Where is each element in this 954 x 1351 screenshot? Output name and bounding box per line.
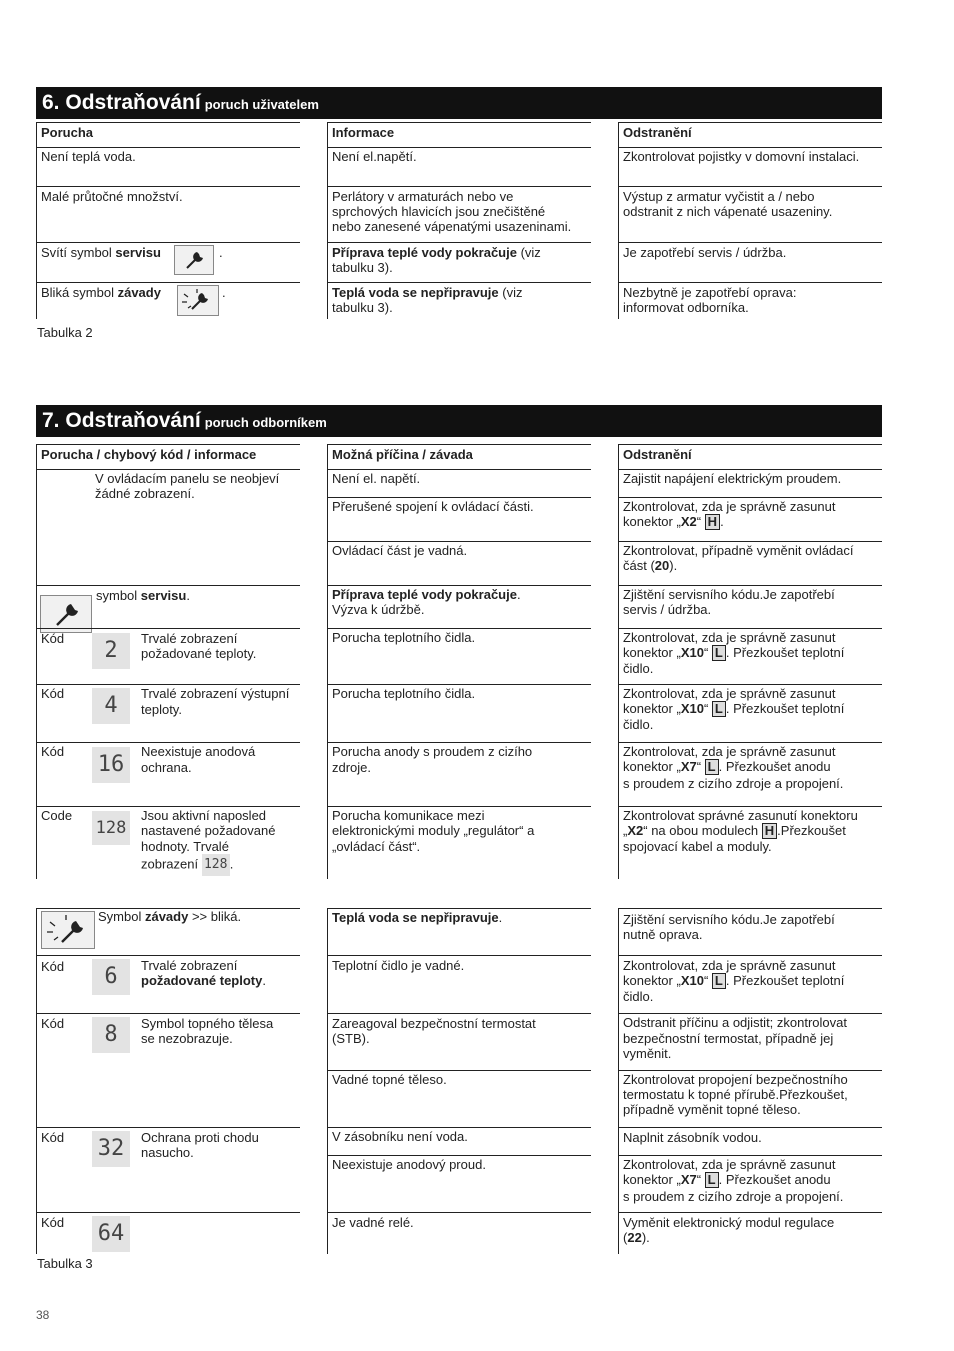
rule bbox=[618, 1212, 882, 1213]
cell-text: Není el. napětí. bbox=[332, 471, 421, 486]
cell-text: nasucho. bbox=[141, 1145, 194, 1160]
cell-text: bezpečnostní termostat, případně jej bbox=[623, 1031, 834, 1046]
rule bbox=[327, 186, 591, 187]
text: . Přezkoušet teplotní bbox=[725, 645, 845, 660]
connector-badge: L bbox=[712, 701, 726, 717]
cell-text: nutně oprava. bbox=[623, 927, 703, 942]
rule bbox=[618, 186, 882, 187]
rule bbox=[327, 684, 591, 685]
rule bbox=[327, 628, 591, 629]
cell-text bbox=[332, 910, 502, 925]
text: “ bbox=[703, 973, 712, 988]
cell-text: odstranit z nich vápenaté usazeniny. bbox=[623, 204, 833, 219]
cell-text: žádné zobrazení. bbox=[95, 486, 195, 501]
cell-text: Teplotní čidlo je vadné. bbox=[332, 958, 465, 973]
rule bbox=[327, 1212, 591, 1213]
code-label: Kód bbox=[41, 1215, 65, 1230]
rule bbox=[618, 1155, 882, 1156]
rule bbox=[618, 242, 882, 243]
cell-text bbox=[623, 1230, 650, 1245]
rule bbox=[618, 444, 619, 879]
rule bbox=[36, 628, 300, 629]
rule bbox=[36, 1013, 300, 1014]
rule bbox=[327, 122, 328, 319]
blinking-wrench-icon bbox=[177, 285, 219, 316]
segment-display: 64 bbox=[92, 1216, 130, 1252]
cell-text: Vyměnit elektronický modul regulace bbox=[623, 1215, 835, 1230]
cell-text: V zásobníku není voda. bbox=[332, 1129, 468, 1144]
section6-banner bbox=[36, 87, 882, 119]
col-header-porucha-kod: Porucha / chybový kód / informace bbox=[41, 447, 257, 462]
text: Svítí symbol bbox=[41, 245, 112, 260]
text: (viz bbox=[498, 285, 523, 300]
cell-text: sprchových hlavicích jsou znečištěné bbox=[332, 204, 546, 219]
cell-text bbox=[41, 245, 161, 260]
cell-text: Naplnit zásobník vodou. bbox=[623, 1130, 762, 1145]
cell-text: Přerušené spojení k ovládací části. bbox=[332, 499, 534, 514]
text: konektor „ bbox=[623, 973, 681, 988]
rule bbox=[36, 282, 300, 283]
rule bbox=[327, 955, 591, 956]
cell-text: informovat odborníka. bbox=[623, 300, 749, 315]
cell-text bbox=[332, 285, 523, 300]
text-bold: servisu bbox=[140, 588, 187, 603]
rule bbox=[618, 908, 619, 1254]
section6-title bbox=[42, 91, 319, 117]
text: . bbox=[262, 973, 266, 988]
text-bold: závady bbox=[144, 909, 189, 924]
text: . bbox=[229, 856, 234, 872]
cell-text: Výstup z armatur vyčistit a / nebo bbox=[623, 189, 815, 204]
rule bbox=[36, 122, 37, 319]
text: “ bbox=[696, 1172, 705, 1187]
rule bbox=[327, 806, 591, 807]
rule bbox=[36, 585, 300, 586]
text-bold: závady bbox=[117, 285, 161, 300]
segment-display: 4 bbox=[92, 688, 130, 724]
rule bbox=[618, 585, 882, 586]
cell-text: Zkontrolovat, zda je správně zasunut bbox=[623, 499, 836, 514]
rule bbox=[36, 469, 300, 470]
cell-text bbox=[96, 588, 190, 603]
cell-text: Ochrana proti chodu bbox=[141, 1130, 259, 1145]
cell-text: případně vyměnit topné těleso. bbox=[623, 1102, 801, 1117]
rule bbox=[36, 684, 300, 685]
text: (viz bbox=[516, 245, 541, 260]
text-bold: X10 bbox=[680, 645, 704, 660]
text-bold: 22 bbox=[627, 1230, 642, 1245]
rule bbox=[327, 122, 591, 123]
rule bbox=[618, 1127, 882, 1128]
code-label: Kód bbox=[41, 1016, 65, 1031]
rule bbox=[618, 497, 882, 498]
code-label: Code bbox=[41, 808, 73, 823]
cell-text: Odstranit příčinu a odjistit; zkontrolovat bbox=[623, 1015, 847, 1030]
section7-title bbox=[42, 409, 327, 435]
text: konektor „ bbox=[623, 1172, 681, 1187]
text-bold: servisu bbox=[115, 245, 161, 260]
connector-badge: H bbox=[705, 514, 720, 530]
text-bold: X7 bbox=[680, 1172, 697, 1187]
rule bbox=[327, 1127, 591, 1128]
cell-text: Trvalé zobrazení výstupní bbox=[141, 686, 290, 701]
text-bold: X2 bbox=[680, 514, 697, 529]
text: “ bbox=[703, 701, 712, 716]
text: konektor „ bbox=[623, 645, 681, 660]
cell-text bbox=[141, 854, 233, 876]
col-header-informace: Informace bbox=[332, 125, 395, 140]
text: . bbox=[720, 514, 724, 529]
cell-text: Nezbytně je zapotřebí oprava: bbox=[623, 285, 797, 300]
cell-text: termostatu k topné přírubě.Přezkoušet, bbox=[623, 1087, 848, 1102]
text-bold: X10 bbox=[680, 973, 704, 988]
text: Symbol bbox=[98, 909, 145, 924]
connector-badge: L bbox=[712, 973, 726, 989]
cell-text bbox=[141, 973, 266, 988]
cell-text: Trvalé zobrazení bbox=[141, 958, 238, 973]
cell-text: „ovládací část“. bbox=[332, 839, 421, 854]
text: ). bbox=[669, 558, 678, 573]
rule bbox=[327, 1155, 591, 1156]
text-bold: 20 bbox=[654, 558, 670, 573]
cell-text bbox=[332, 587, 521, 602]
cell-text bbox=[623, 973, 844, 989]
col-header-pricina: Možná příčina / závada bbox=[332, 447, 473, 462]
cell-text: zdroje. bbox=[332, 760, 372, 775]
page-number: 38 bbox=[36, 1308, 50, 1322]
section7-number: 7. bbox=[42, 409, 60, 432]
segment-display: 128 bbox=[92, 811, 130, 845]
text: . bbox=[222, 285, 226, 300]
cell-text bbox=[623, 558, 677, 573]
cell-text bbox=[98, 909, 241, 924]
cell-text: Zajistit napájení elektrickým proudem. bbox=[623, 471, 842, 486]
section6-number: 6. bbox=[42, 91, 60, 114]
cell-text: elektronickými moduly „regulátor“ a bbox=[332, 823, 535, 838]
segment-display-small: 128 bbox=[202, 854, 230, 876]
rule bbox=[618, 147, 882, 148]
segment-display: 32 bbox=[92, 1131, 130, 1167]
rule bbox=[36, 742, 300, 743]
cell-text: čidlo. bbox=[623, 717, 654, 732]
rule bbox=[36, 147, 300, 148]
col-header-odstraneni: Odstranění bbox=[623, 125, 692, 140]
cell-text: s proudem z cizího zdroje a propojení. bbox=[623, 776, 844, 791]
cell-text: Malé průtočné množství. bbox=[41, 189, 183, 204]
code-label: Kód bbox=[41, 744, 65, 759]
cell-text: Zkontrolovat pojistky v domovní instalaci. bbox=[623, 149, 860, 164]
rule bbox=[36, 444, 300, 445]
rule bbox=[327, 497, 591, 498]
cell-text: se nezobrazuje. bbox=[141, 1031, 233, 1046]
section6-title-big: Odstraňování bbox=[65, 91, 201, 114]
code-label: Kód bbox=[41, 959, 65, 974]
text-bold: X2 bbox=[627, 823, 644, 838]
rule bbox=[36, 1127, 300, 1128]
rule bbox=[618, 955, 882, 956]
cell-text: požadované teploty. bbox=[141, 646, 257, 661]
cell-text: V ovládacím panelu se neobjeví bbox=[95, 471, 280, 486]
text-bold: Teplá voda se nepřipravuje bbox=[332, 285, 499, 300]
text: . Přezkoušet teplotní bbox=[725, 701, 845, 716]
text: “ bbox=[703, 645, 712, 660]
rule bbox=[618, 628, 882, 629]
cell-text bbox=[623, 823, 846, 839]
text: “ bbox=[696, 514, 705, 529]
cell-text: Zkontrolovat, zda je správně zasunut bbox=[623, 1157, 836, 1172]
text: „ bbox=[623, 823, 628, 838]
text: část ( bbox=[623, 558, 655, 573]
cell-text: servis / údržba. bbox=[623, 602, 712, 617]
rule bbox=[36, 806, 300, 807]
section7-banner bbox=[36, 405, 882, 437]
cell-text: Ovládací část je vadná. bbox=[332, 543, 468, 558]
cell-text: Zjištění servisního kódu.Je zapotřebí bbox=[623, 912, 835, 927]
cell-text: Výzva k údržbě. bbox=[332, 602, 425, 617]
text: . bbox=[516, 587, 521, 602]
rule bbox=[618, 541, 882, 542]
cell-text: Symbol topného tělesa bbox=[141, 1016, 274, 1031]
text: “ na obou modulech bbox=[643, 823, 762, 838]
text-bold: požadované teploty bbox=[141, 973, 263, 988]
cell-text: (STB). bbox=[332, 1031, 370, 1046]
cell-text: Zkontrolovat propojení bezpečnostního bbox=[623, 1072, 848, 1087]
text: “ bbox=[696, 759, 705, 774]
cell-text bbox=[623, 759, 831, 775]
rule bbox=[327, 444, 328, 879]
cell-text: Je zapotřebí servis / údržba. bbox=[623, 245, 787, 260]
code-label: Kód bbox=[41, 686, 65, 701]
cell-text: Porucha teplotního čidla. bbox=[332, 686, 476, 701]
rule bbox=[327, 469, 591, 470]
cell-text: Zkontrolovat, zda je správně zasunut bbox=[623, 744, 836, 759]
cell-text: vyměnit. bbox=[623, 1046, 672, 1061]
cell-text: spojovací kabel a moduly. bbox=[623, 839, 772, 854]
cell-text: Vadné topné těleso. bbox=[332, 1072, 447, 1087]
rule bbox=[618, 908, 882, 909]
rule bbox=[327, 242, 591, 243]
rule bbox=[36, 444, 37, 879]
rule bbox=[327, 444, 591, 445]
text: . Přezkoušet anodu bbox=[718, 759, 831, 774]
blinking-wrench-icon bbox=[41, 911, 95, 949]
cell-text: čidlo. bbox=[623, 661, 654, 676]
text: ( bbox=[623, 1230, 628, 1245]
cell-text: čidlo. bbox=[623, 989, 654, 1004]
rule bbox=[618, 122, 882, 123]
text-bold: X7 bbox=[680, 759, 697, 774]
table-caption: Tabulka 2 bbox=[37, 325, 93, 340]
rule bbox=[618, 469, 882, 470]
segment-display: 6 bbox=[92, 959, 130, 995]
cell-text bbox=[623, 514, 724, 530]
connector-badge: L bbox=[705, 1172, 719, 1188]
rule bbox=[327, 1013, 591, 1014]
rule bbox=[327, 742, 591, 743]
segment-display: 8 bbox=[92, 1017, 130, 1053]
text: konektor „ bbox=[623, 701, 681, 716]
rule bbox=[36, 242, 300, 243]
section7-title-small: poruch odborníkem bbox=[204, 415, 327, 430]
rule bbox=[327, 147, 591, 148]
rule bbox=[36, 955, 300, 956]
rule bbox=[618, 444, 882, 445]
rule bbox=[327, 908, 328, 1254]
rule bbox=[36, 908, 37, 1254]
rule bbox=[327, 908, 591, 909]
wrench-icon bbox=[174, 245, 214, 275]
rule bbox=[618, 742, 882, 743]
cell-text: tabulku 3). bbox=[332, 260, 393, 275]
text: symbol bbox=[96, 588, 141, 603]
cell-text: Je vadné relé. bbox=[332, 1215, 414, 1230]
connector-badge: L bbox=[712, 645, 726, 661]
cell-text: teploty. bbox=[141, 702, 182, 717]
rule bbox=[618, 282, 882, 283]
cell-text: nastavené požadované bbox=[141, 823, 276, 838]
cell-text: Není el.napětí. bbox=[332, 149, 417, 164]
rule bbox=[618, 1013, 882, 1014]
code-label: Kód bbox=[41, 631, 65, 646]
cell-text: Trvalé zobrazení bbox=[141, 631, 238, 646]
segment-display: 2 bbox=[92, 633, 130, 669]
cell-text: Zkontrolovat správné zasunutí konektoru bbox=[623, 808, 858, 823]
segment-display: 16 bbox=[92, 747, 130, 783]
text: >> bliká. bbox=[188, 909, 242, 924]
cell-text: Perlátory v armaturách nebo ve bbox=[332, 189, 514, 204]
cell-text: Není teplá voda. bbox=[41, 149, 136, 164]
rule bbox=[36, 186, 300, 187]
cell-text bbox=[623, 645, 844, 661]
rule bbox=[327, 541, 591, 542]
cell-text: ochrana. bbox=[141, 760, 192, 775]
cell-text: Zkontrolovat, zda je správně zasunut bbox=[623, 630, 836, 645]
cell-text: nebo zanesené vápenatými usazeninami. bbox=[332, 219, 572, 234]
cell-text: Zkontrolovat, zda je správně zasunut bbox=[623, 686, 836, 701]
text: Bliká symbol bbox=[41, 285, 114, 300]
rule bbox=[327, 282, 591, 283]
cell-text: Neexistuje anodový proud. bbox=[332, 1157, 486, 1172]
text: .Přezkoušet bbox=[777, 823, 846, 838]
cell-text: Jsou aktivní naposled bbox=[141, 808, 267, 823]
cell-text bbox=[623, 701, 844, 717]
rule bbox=[36, 122, 300, 123]
rule bbox=[36, 1212, 300, 1213]
text: zobrazení bbox=[141, 856, 199, 872]
rule bbox=[327, 585, 591, 586]
text: konektor „ bbox=[623, 759, 681, 774]
rule bbox=[327, 1070, 591, 1071]
cell-text bbox=[623, 1172, 831, 1188]
text: . bbox=[498, 910, 503, 925]
section6-title-small: poruch uživatelem bbox=[204, 97, 319, 112]
connector-badge: L bbox=[705, 759, 719, 775]
cell-text: tabulku 3). bbox=[332, 300, 393, 315]
cell-text: Zareagoval bezpečnostní termostat bbox=[332, 1016, 536, 1031]
cell-text: Porucha komunikace mezi bbox=[332, 808, 485, 823]
text: . Přezkoušet anodu bbox=[718, 1172, 831, 1187]
cell-text: Zkontrolovat, případně vyměnit ovládací bbox=[623, 543, 854, 558]
text: ). bbox=[641, 1230, 650, 1245]
text: . Přezkoušet teplotní bbox=[725, 973, 845, 988]
rule bbox=[618, 806, 882, 807]
rule bbox=[618, 1070, 882, 1071]
text-bold: Teplá voda se nepřipravuje bbox=[332, 910, 499, 925]
col-header-odstraneni: Odstranění bbox=[623, 447, 692, 462]
cell-text: Neexistuje anodová bbox=[141, 744, 256, 759]
text: konektor „ bbox=[623, 514, 681, 529]
text-bold: Příprava teplé vody pokračuje bbox=[332, 587, 517, 602]
rule bbox=[618, 122, 619, 319]
text: . bbox=[186, 588, 190, 603]
cell-text: Porucha anody s proudem z cizího bbox=[332, 744, 533, 759]
cell-text bbox=[41, 285, 161, 300]
text-bold: X10 bbox=[680, 701, 704, 716]
cell-text: hodnoty. Trvalé bbox=[141, 839, 229, 854]
cell-text: Porucha teplotního čidla. bbox=[332, 630, 476, 645]
cell-text: Zjištění servisního kódu.Je zapotřebí bbox=[623, 587, 835, 602]
text-bold: Příprava teplé vody pokračuje bbox=[332, 245, 517, 260]
section7-title-big: Odstraňování bbox=[65, 409, 201, 432]
cell-text bbox=[332, 245, 541, 260]
table-caption: Tabulka 3 bbox=[37, 1256, 93, 1271]
text: . bbox=[219, 245, 223, 260]
col-header-porucha: Porucha bbox=[41, 125, 94, 140]
cell-text: s proudem z cizího zdroje a propojení. bbox=[623, 1189, 844, 1204]
cell-text: Zkontrolovat, zda je správně zasunut bbox=[623, 958, 836, 973]
rule bbox=[618, 684, 882, 685]
code-label: Kód bbox=[41, 1130, 65, 1145]
connector-badge: H bbox=[762, 823, 777, 839]
